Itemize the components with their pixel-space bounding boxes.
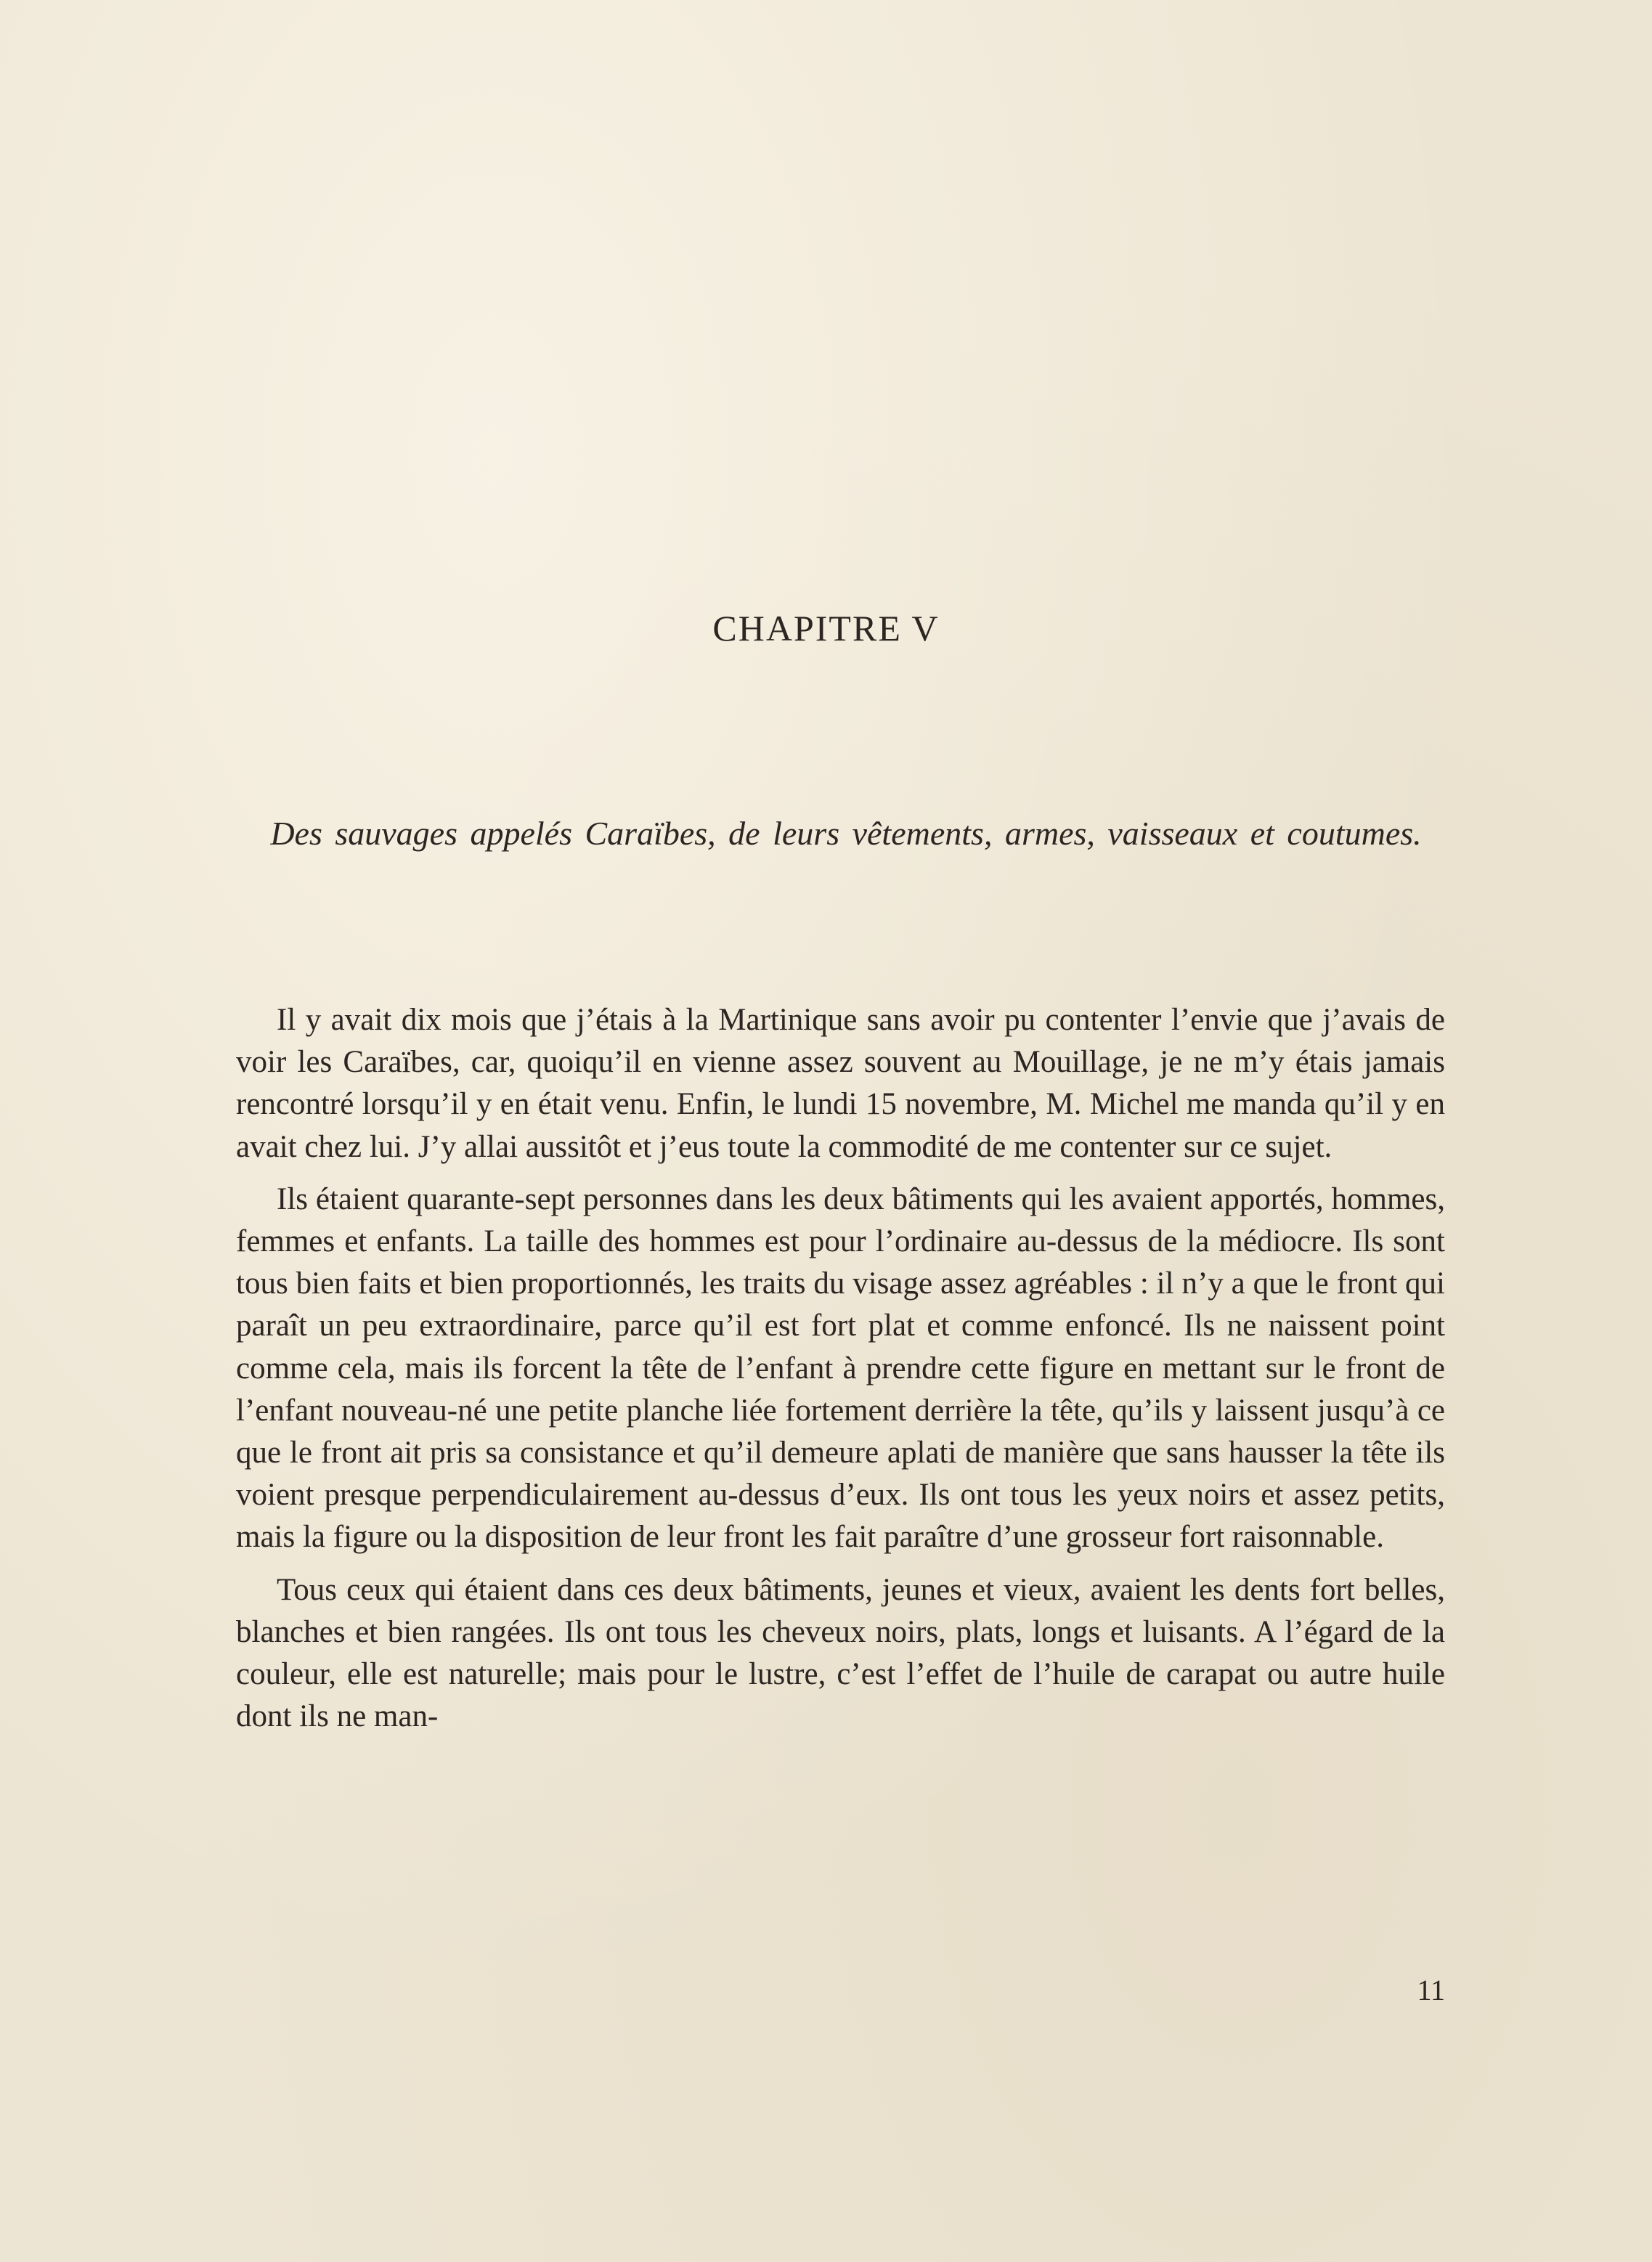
paragraph-2: Ils étaient quarante-sept personnes dans les deux bâtiments qui les avaient apportés, hommes, femmes et enfants. La taille des hommes est pour l’ordinaire au-dessus de la médiocre. Ils sont tous bien faits et bien proportionnés, les traits du visage assez agréables : il n’y a que le front qui paraît un peu extraordinaire, parce qu’il est fort plat et comme enfoncé. Ils ne naissent point comme cela, mais ils forcent la tête de l’enfant à prendre cette figure en mettant sur le front de l’enfant nouveau-né une petite planche liée fortement derrière la tête, qu’ils y laissent jusqu’à ce que le front ait pris sa consistance et qu’il demeure aplati de manière que sans hausser la tête ils voient presque perpendiculairement au-dessus d’eux. Ils ont tous les yeux noirs et assez petits, mais la figure ou la disposition de leur front les fait paraître d’une grosseur fort raisonnable.: [236, 1181, 1445, 1555]
paragraph-3: Tous ceux qui étaient dans ces deux bâtiments, jeunes et vieux, avaient les dents fort belles, blanches et bien rangées. Ils ont tous les cheveux noirs, plats, longs et luisants. A l’égard de la couleur, elle est naturelle; mais pour le lustre, c’est l’effet de l’huile de carapat ou autre huile dont ils ne man-: [236, 1572, 1445, 1734]
chapter-title: CHAPITRE V: [712, 608, 940, 648]
chapter-subtitle: Des sauvages appelés Caraïbes, de leurs vêtements, armes, vaisseaux et coutumes.: [270, 815, 1422, 852]
page-number: 11: [1417, 1974, 1445, 2006]
body-text: [236, 999, 1445, 1748]
paragraph-1: Il y avait dix mois que j’étais à la Martinique sans avoir pu contenter l’envie que j’avais de voir les Caraïbes, car, quoiqu’il en vienne assez souvent au Mouillage, je ne m’y étais jamais rencontré lorsqu’il y en était venu. Enfin, le lundi 15 novembre, M. Michel me manda qu’il y en avait chez lui. J’y allai aussitôt et j’eus toute la commodité de me contenter sur ce sujet.: [236, 1003, 1445, 1164]
